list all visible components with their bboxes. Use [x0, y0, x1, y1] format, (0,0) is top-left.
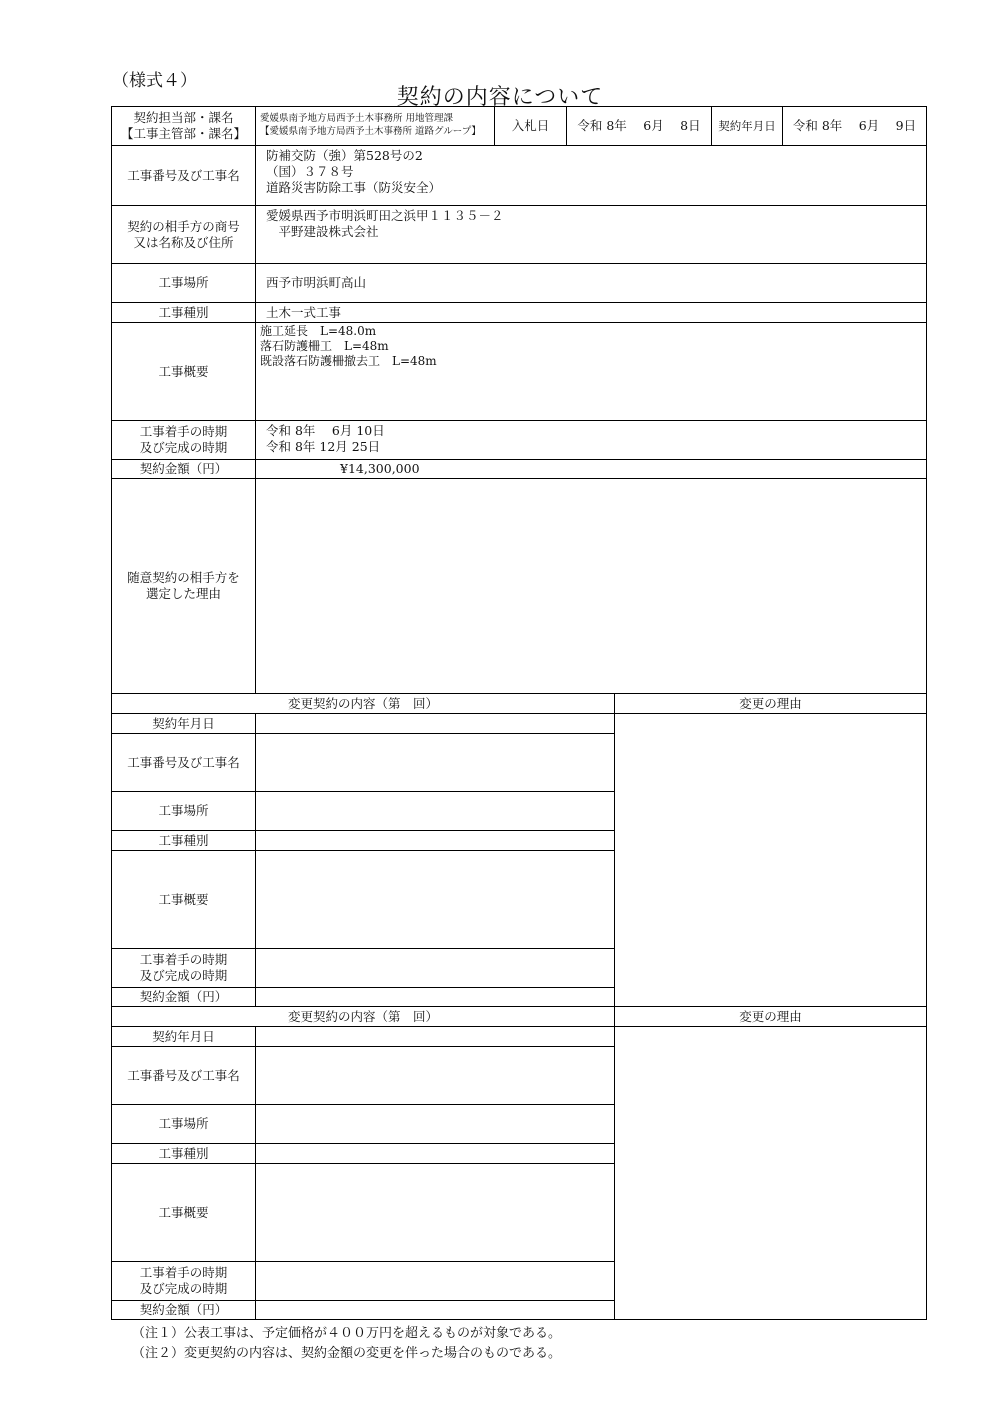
type-value: 土木一式工事 [255, 302, 927, 323]
change-2-contract-date-value [255, 1026, 615, 1047]
dept-label-1: 契約担当部・課名 [133, 110, 234, 125]
change-reason-cell-2 [614, 1026, 927, 1320]
change-1-work-no-value [255, 733, 615, 792]
reason-label: 随意契約の相手方を 選定した理由 [111, 478, 256, 694]
change-1-summary-label: 工事概要 [111, 850, 256, 949]
site-label: 工事場所 [111, 263, 256, 303]
change-2-period-label: 工事着手の時期 及び完成の時期 [111, 1261, 256, 1301]
change-2-work-no-label: 工事番号及び工事名 [111, 1046, 256, 1105]
change-1-period-value [255, 948, 615, 988]
dept-value-2: 【愛媛県南予地方局西予土木事務所 道路グループ】 [260, 126, 481, 137]
change-reason-cell-1 [614, 713, 927, 1007]
form-number: （様式４） [112, 71, 197, 91]
change-1-type-value [255, 830, 615, 851]
work-no-value: 防補交防（強）第528号の2 （国）３７８号 道路災害防除工事（防災安全） [255, 145, 927, 206]
contract-date-value: 令和 8年 6月 9日 [782, 106, 927, 146]
dept-label-cell [111, 106, 256, 146]
change-2-type-label: 工事種別 [111, 1143, 256, 1164]
amount-label: 契約金額（円） [111, 459, 256, 479]
change-1-work-no-label: 工事番号及び工事名 [111, 733, 256, 792]
change-1-site-label: 工事場所 [111, 791, 256, 831]
change-2-period-value [255, 1261, 615, 1301]
amount-value: ¥14,300,000 [255, 459, 927, 479]
site-value: 西予市明浜町高山 [255, 263, 927, 303]
change-1-site-value [255, 791, 615, 831]
change-1-period-label: 工事着手の時期 及び完成の時期 [111, 948, 256, 988]
page-title: 契約の内容について [396, 85, 604, 110]
change-2-type-value [255, 1143, 615, 1164]
partner-value: 愛媛県西予市明浜町田之浜甲１１３５－２ 平野建設株式会社 [255, 205, 927, 264]
change-header-1: 変更契約の内容（第 回） [111, 693, 615, 714]
period-value: 令和 8年 6月 10日 令和 8年 12月 25日 [255, 420, 927, 460]
work-no-label: 工事番号及び工事名 [111, 145, 256, 206]
change-2-amount-label: 契約金額（円） [111, 1300, 256, 1320]
note-2: （注２）変更契約の内容は、契約金額の変更を伴った場合のものである。 [132, 1346, 562, 1361]
change-1-amount-value [255, 987, 615, 1007]
bid-date-label: 入札日 [494, 106, 567, 146]
change-2-summary-value [255, 1163, 615, 1262]
change-reason-header-2: 変更の理由 [614, 1006, 927, 1027]
change-2-contract-date-label: 契約年月日 [111, 1026, 256, 1047]
change-1-contract-date-label: 契約年月日 [111, 713, 256, 734]
type-label: 工事種別 [111, 302, 256, 323]
change-reason-header-1: 変更の理由 [614, 693, 927, 714]
change-1-summary-value [255, 850, 615, 949]
dept-value-cell [255, 106, 495, 146]
change-1-type-label: 工事種別 [111, 830, 256, 851]
change-1-contract-date-value [255, 713, 615, 734]
change-2-amount-value [255, 1300, 615, 1320]
change-2-summary-label: 工事概要 [111, 1163, 256, 1262]
reason-value [255, 478, 927, 694]
note-1: （注１）公表工事は、予定価格が４００万円を超えるものが対象である。 [132, 1326, 562, 1341]
change-2-site-value [255, 1104, 615, 1144]
summary-label: 工事概要 [111, 322, 256, 421]
change-2-work-no-value [255, 1046, 615, 1105]
partner-label: 契約の相手方の商号 又は名称及び住所 [111, 205, 256, 264]
dept-value-1: 愛媛県南予地方局西予土木事務所 用地管理課 [260, 113, 454, 124]
dept-label-2: 【工事主管部・課名】 [120, 126, 246, 141]
change-2-site-label: 工事場所 [111, 1104, 256, 1144]
period-label: 工事着手の時期 及び完成の時期 [111, 420, 256, 460]
summary-value: 施工延長 L=48.0m 落石防護柵工 L=48m 既設落石防護柵撤去工 L=48m [255, 322, 927, 421]
change-header-2: 変更契約の内容（第 回） [111, 1006, 615, 1027]
change-1-amount-label: 契約金額（円） [111, 987, 256, 1007]
contract-date-label: 契約年月日 [711, 106, 783, 146]
bid-date-value: 令和 8年 6月 8日 [566, 106, 712, 146]
